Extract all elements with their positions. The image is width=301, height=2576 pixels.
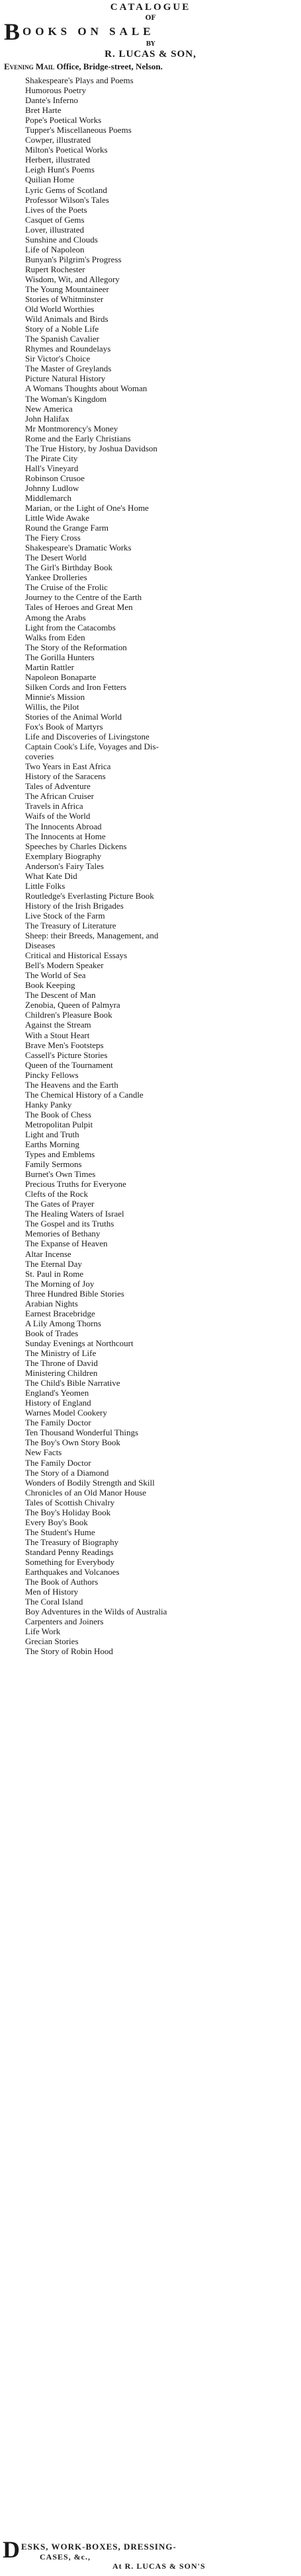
book-list-item: Captain Cook's Life, Voyages and Dis- — [25, 741, 159, 752]
book-list-item: Something for Everybody — [25, 1556, 115, 1567]
book-list-item: The Expanse of Heaven — [25, 1238, 108, 1249]
book-list-item: Bunyan's Pilgrim's Progress — [25, 254, 122, 264]
book-list-item: The Chemical History of a Candle — [25, 1089, 144, 1100]
book-list-item: History of England — [25, 1398, 91, 1408]
book-list-item: Zenobia, Queen of Palmyra — [25, 1000, 120, 1010]
book-list-item: Herbert, illustrated — [25, 155, 91, 165]
book-list-item: Old World Worthies — [25, 304, 95, 315]
book-list-item: Types and Emblems — [25, 1149, 95, 1160]
book-list-item: Children's Pleasure Book — [25, 1010, 112, 1020]
book-list-item: Shakespeare's Plays and Poems — [25, 75, 134, 85]
book-list-item: Live Stock of the Farm — [25, 910, 105, 921]
book-list-item: John Halifax — [25, 413, 69, 424]
desks-advertisement — [0, 2538, 301, 2576]
book-list-item: Napoleon Bonaparte — [25, 671, 97, 682]
book-list-item: Milton's Poetical Works — [25, 145, 108, 155]
book-list-item: Bell's Modern Speaker — [25, 960, 104, 971]
book-list-item: Precious Truths for Everyone — [25, 1179, 126, 1190]
book-list-item: The Story of a Diamond — [25, 1467, 109, 1478]
book-list-item: Chronicles of an Old Manor House — [25, 1487, 147, 1497]
book-list-item: The Morning of Joy — [25, 1278, 95, 1289]
book-list-item: Stories of the Animal World — [25, 712, 122, 722]
book-list-item: Stories of Whitminster — [25, 294, 104, 305]
book-list-item: Standard Penny Readings — [25, 1546, 114, 1557]
book-list-item: Rhymes and Roundelays — [25, 344, 111, 354]
title-text: OOKS ON SALE — [22, 25, 155, 38]
book-list-item: Ministering Children — [25, 1368, 98, 1379]
book-list-item: Tupper's Miscellaneous Poems — [25, 125, 132, 135]
book-list-item: Life and Discoveries of Livingstone — [25, 732, 150, 742]
book-list-item: The Story of the Reformation — [25, 642, 127, 652]
book-list-item: The Treasury of Biography — [25, 1536, 119, 1547]
book-list-item: Silken Cords and Iron Fetters — [25, 681, 127, 692]
book-list-item: Exemplary Biography — [25, 851, 102, 861]
book-list-item: The Heavens and the Earth — [25, 1079, 118, 1090]
book-list-item: Cassell's Picture Stories — [25, 1049, 108, 1060]
book-list-item: Cowper, illustrated — [25, 135, 91, 145]
book-list-item: Altar Incense — [25, 1248, 71, 1259]
book-list-item: The World of Sea — [25, 970, 86, 981]
book-list-item: Little Folks — [25, 880, 65, 891]
book-list — [0, 75, 301, 1656]
book-list-item: The Throne of David — [25, 1358, 98, 1369]
footer-line-3: At R. LUCAS & SON'S — [112, 2561, 206, 2571]
book-list-item: Brave Men's Footsteps — [25, 1040, 104, 1050]
book-list-item: Waifs of the World — [25, 811, 91, 821]
book-list-item: Tales of Scottish Chivalry — [25, 1497, 115, 1507]
book-list-item: With a Stout Heart — [25, 1030, 90, 1040]
book-list-item: The Boy's Own Story Book — [25, 1437, 120, 1448]
book-list-item: Earnest Bracebridge — [25, 1308, 95, 1318]
book-list-item: Book of Trades — [25, 1328, 79, 1338]
book-list-item: Travels in Africa — [25, 801, 83, 812]
book-list-item: Hall's Vineyard — [25, 463, 79, 473]
book-list-item: Rome and the Early Christians — [25, 433, 131, 443]
book-list-item: Willis, the Pilot — [25, 701, 79, 712]
book-list-item: Wonders of Bodily Strength and Skill — [25, 1477, 155, 1488]
book-list-item: Minnie's Mission — [25, 691, 85, 702]
book-list-item: Speeches by Charles Dickens — [25, 841, 127, 851]
book-list-item: Memories of Bethany — [25, 1229, 101, 1239]
book-list-item: The Cruise of the Frolic — [25, 582, 108, 593]
book-list-item: What Kate Did — [25, 870, 77, 881]
book-list-item: Carpenters and Joiners — [25, 1616, 104, 1627]
book-list-item: Life Work — [25, 1626, 61, 1637]
book-list-item: New America — [25, 403, 73, 414]
book-list-item: The Student's Hume — [25, 1527, 95, 1537]
book-list-item: Hanky Panky — [25, 1099, 72, 1110]
book-list-item: Arabian Nights — [25, 1298, 78, 1308]
book-list-item: Life of Napoleon — [25, 244, 85, 254]
book-list-item: Sunday Evenings at Northcourt — [25, 1338, 134, 1348]
book-list-item: Picture Natural History — [25, 373, 106, 384]
book-list-item: Critical and Historical Essays — [25, 950, 128, 961]
book-list-item: The Master of Greylands — [25, 363, 112, 374]
book-list-item: The Girl's Birthday Book — [25, 562, 112, 573]
book-list-item: Mr Montmorency's Money — [25, 423, 118, 434]
book-list-item: Boy Adventures in the Wilds of Australia — [25, 1607, 167, 1617]
book-list-item: The Gorilla Hunters — [25, 652, 95, 662]
book-list-item: Clefts of the Rock — [25, 1189, 88, 1199]
book-list-item: Light from the Catacombs — [25, 622, 116, 632]
book-list-item: The Story of Robin Hood — [25, 1646, 113, 1657]
book-list-item: Wild Animals and Birds — [25, 314, 108, 324]
book-list-item: Humorous Poetry — [25, 85, 87, 96]
book-list-item: Warnes Model Cookery — [25, 1408, 107, 1418]
book-list-item: St. Paul in Rome — [25, 1268, 84, 1279]
book-list-item: Lyric Gems of Scotland — [25, 184, 107, 195]
book-list-item: Men of History — [25, 1587, 79, 1597]
footer-line-2: CASES, &c., — [40, 2552, 91, 2561]
book-list-item: Middlemarch — [25, 492, 72, 503]
book-list-item: Fox's Book of Martyrs — [25, 722, 103, 732]
book-list-item: Johnny Ludlow — [25, 482, 79, 493]
book-list-item: Lover, illustrated — [25, 224, 85, 235]
book-list-item: The True History, by Joshua Davidson — [25, 443, 157, 453]
book-list-item: The Ministry of Life — [25, 1348, 97, 1358]
book-list-item: Walks from Eden — [25, 632, 85, 642]
book-list-item: Burnet's Own Times — [25, 1169, 96, 1180]
book-list-item: Pincky Fellows — [25, 1069, 79, 1080]
book-list-item: The Descent of Man — [25, 990, 96, 1001]
book-list-item: Sir Victor's Choice — [25, 354, 91, 364]
of-label: OF — [145, 15, 156, 22]
book-list-item: Book Keeping — [25, 980, 75, 991]
book-list-item: A Lily Among Thorns — [25, 1318, 101, 1328]
book-list-item: Metropolitan Pulpit — [25, 1119, 93, 1129]
book-list-item: The Child's Bible Narrative — [25, 1378, 120, 1388]
book-list-item: Robinson Crusoe — [25, 473, 85, 483]
book-list-item: The Family Doctor — [25, 1418, 91, 1428]
address-rest: Office, Bridge-street, Nelson. — [54, 61, 163, 71]
book-list-item: The Spanish Cavalier — [25, 334, 99, 344]
book-list-item: The Boy's Holiday Book — [25, 1507, 111, 1517]
book-list-item: History of the Irish Brigades — [25, 900, 124, 911]
book-list-item: England's Yeomen — [25, 1388, 89, 1398]
book-list-item: Marian, or the Light of One's Home — [25, 503, 149, 513]
book-list-item: The Healing Waters of Israel — [25, 1209, 124, 1219]
book-list-item: The Fiery Cross — [25, 533, 81, 543]
book-list-item: Ten Thousand Wonderful Things — [25, 1427, 138, 1438]
book-list-item: Casquet of Gems — [25, 214, 85, 225]
book-list-item: Little Wide Awake — [25, 513, 89, 523]
book-list-item: Round the Grange Farm — [25, 523, 109, 533]
book-list-item: A Womans Thoughts about Woman — [25, 383, 148, 394]
book-list-item: Shakespeare's Dramatic Works — [25, 543, 132, 553]
book-list-item: The Innocents at Home — [25, 831, 106, 841]
book-list-item: The Desert World — [25, 552, 87, 563]
by-label: BY — [146, 41, 155, 48]
book-list-item: Story of a Noble Life — [25, 324, 99, 334]
book-list-item: The Gospel and its Truths — [25, 1219, 114, 1229]
book-list-item: Among the Arabs — [25, 612, 86, 623]
book-list-item: Anderson's Fairy Tales — [25, 860, 104, 871]
footer-line-1: ESKS, WORK-BOXES, DRESSING- — [21, 2542, 177, 2552]
book-list-item: Leigh Hunt's Poems — [25, 165, 95, 175]
book-list-item: The Eternal Day — [25, 1258, 82, 1269]
book-list-item: The Young Mountaineer — [25, 284, 109, 294]
book-list-item: Rupert Rochester — [25, 264, 85, 274]
book-list-item: Routledge's Everlasting Picture Book — [25, 890, 154, 901]
book-list-item: Diseases — [25, 940, 56, 951]
book-list-item: Journey to the Centre of the Earth — [25, 592, 142, 603]
seller-name: R. LUCAS & SON, — [105, 49, 196, 59]
title-drop-cap: B — [4, 19, 21, 45]
book-list-item: Yankee Drolleries — [25, 572, 87, 583]
book-list-item: Queen of the Tournament — [25, 1059, 113, 1070]
book-list-item: Professor Wilson's Tales — [25, 194, 109, 205]
book-list-item: The Woman's Kingdom — [25, 393, 107, 404]
book-list-item: The Coral Island — [25, 1597, 83, 1607]
book-list-item: Earthquakes and Volcanoes — [25, 1567, 120, 1577]
book-list-item: The Book of Chess — [25, 1109, 92, 1119]
footer-drop-cap: D — [3, 2536, 20, 2563]
book-list-item: Against the Stream — [25, 1020, 91, 1030]
book-list-item: Two Years in East Africa — [25, 761, 111, 772]
book-list-item: Quilian Home — [25, 174, 75, 185]
book-list-item: The African Cruiser — [25, 791, 94, 802]
book-list-item: New Facts — [25, 1447, 62, 1458]
book-list-item: Grecian Stories — [25, 1636, 79, 1647]
book-list-item: Lives of the Poets — [25, 204, 87, 215]
address-initial: Evening Mail — [4, 61, 55, 71]
book-list-item: Every Boy's Book — [25, 1517, 88, 1527]
book-list-item: Earths Morning — [25, 1139, 79, 1150]
book-list-item: Sunshine and Clouds — [25, 234, 98, 245]
book-list-item: Tales of Adventure — [25, 781, 91, 792]
book-list-item: The Gates of Prayer — [25, 1199, 95, 1209]
book-list-item: Wisdom, Wit, and Allegory — [25, 274, 120, 284]
book-list-item: The Treasury of Literature — [25, 920, 116, 930]
book-list-item: Family Sermons — [25, 1159, 82, 1170]
book-list-item: coveries — [25, 751, 54, 762]
seller-address — [0, 61, 301, 73]
book-list-item: Sheep: their Breeds, Management, and — [25, 930, 159, 941]
book-list-item: The Book of Authors — [25, 1577, 99, 1587]
book-list-item: Tales of Heroes and Great Men — [25, 602, 133, 613]
book-list-item: Light and Truth — [25, 1129, 79, 1139]
book-list-item: Three Hundred Bible Stories — [25, 1288, 124, 1299]
book-list-item: The Pirate City — [25, 453, 78, 463]
book-list-item: Martin Rattler — [25, 662, 75, 672]
book-list-item: Bret Harte — [25, 105, 62, 116]
catalogue-heading: CATALOGUE — [110, 2, 191, 13]
book-list-item: History of the Saracens — [25, 771, 106, 782]
book-list-item: The Family Doctor — [25, 1457, 91, 1468]
book-list-item: Pope's Poetical Works — [25, 115, 102, 126]
book-list-item: The Innocents Abroad — [25, 821, 102, 831]
book-list-item: Dante's Inferno — [25, 95, 78, 106]
